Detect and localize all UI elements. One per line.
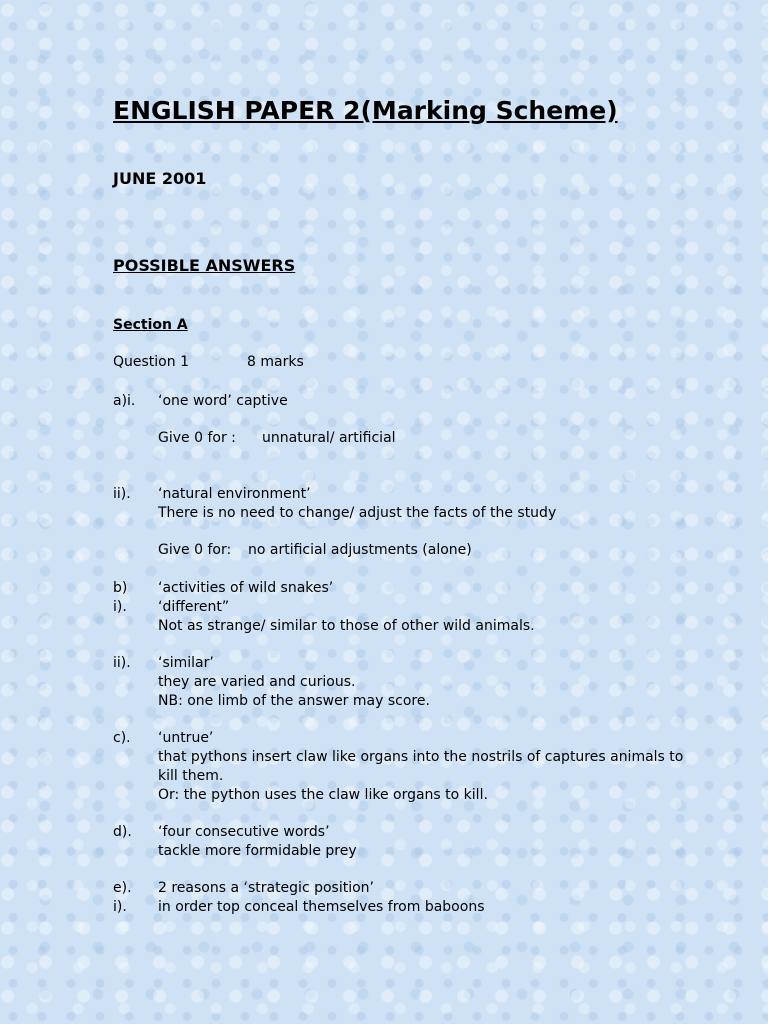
section-heading: Section A — [113, 317, 188, 333]
item-label-a-ii: ii). — [113, 486, 131, 502]
item-quote-b-i: ‘different” — [158, 599, 230, 615]
item-quote-b: ‘activities of wild snakes’ — [158, 580, 334, 596]
item-label-e-i: i). — [113, 899, 127, 915]
question-label: Question 1 — [113, 354, 189, 370]
item-label-d: d). — [113, 824, 132, 840]
item-label-e: e). — [113, 880, 132, 896]
item-quote-c: ‘untrue’ — [158, 730, 214, 746]
item-answer-e-i: in order top conceal themselves from baboons — [158, 899, 485, 915]
item-answer-c-line3: Or: the python uses the claw like organs to kill. — [158, 787, 488, 803]
item-label-a-i: a)i. — [113, 393, 136, 409]
item-label-b-ii: ii). — [113, 655, 131, 671]
item-answer-c-line2: kill them. — [158, 768, 224, 784]
item-quote-e: 2 reasons a ‘strategic position’ — [158, 880, 375, 896]
item-quote-a-i: ‘one word’ captive — [158, 393, 288, 409]
item-answer-d: tackle more formidable prey — [158, 843, 357, 859]
item-answer-b-i: Not as strange/ similar to those of other wild animals. — [158, 618, 535, 634]
give-zero-label: Give 0 for: — [158, 542, 232, 558]
item-label-c: c). — [113, 730, 131, 746]
give-zero-value: no artificial adjustments (alone) — [248, 542, 472, 558]
item-quote-d: ‘four consecutive words’ — [158, 824, 330, 840]
exam-date: JUNE 2001 — [113, 169, 207, 188]
item-answer-c-line1: that pythons insert claw like organs into the nostrils of captures animals to — [158, 749, 684, 765]
item-answer-b-ii: they are varied and curious. — [158, 674, 356, 690]
question-marks: 8 marks — [247, 354, 304, 370]
item-quote-a-ii: ‘natural environment’ — [158, 486, 311, 502]
give-zero-label: Give 0 for : — [158, 430, 236, 446]
item-note-b-ii: NB: one limb of the answer may score. — [158, 693, 430, 709]
item-quote-b-ii: ‘similar’ — [158, 655, 214, 671]
give-zero-value: unnatural/ artificial — [262, 430, 396, 446]
item-label-b-i: i). — [113, 599, 127, 615]
possible-answers-heading: POSSIBLE ANSWERS — [113, 256, 296, 275]
item-label-b: b) — [113, 580, 128, 596]
item-answer-a-ii: There is no need to change/ adjust the facts of the study — [158, 505, 557, 521]
document-title: ENGLISH PAPER 2(Marking Scheme) — [113, 96, 618, 125]
